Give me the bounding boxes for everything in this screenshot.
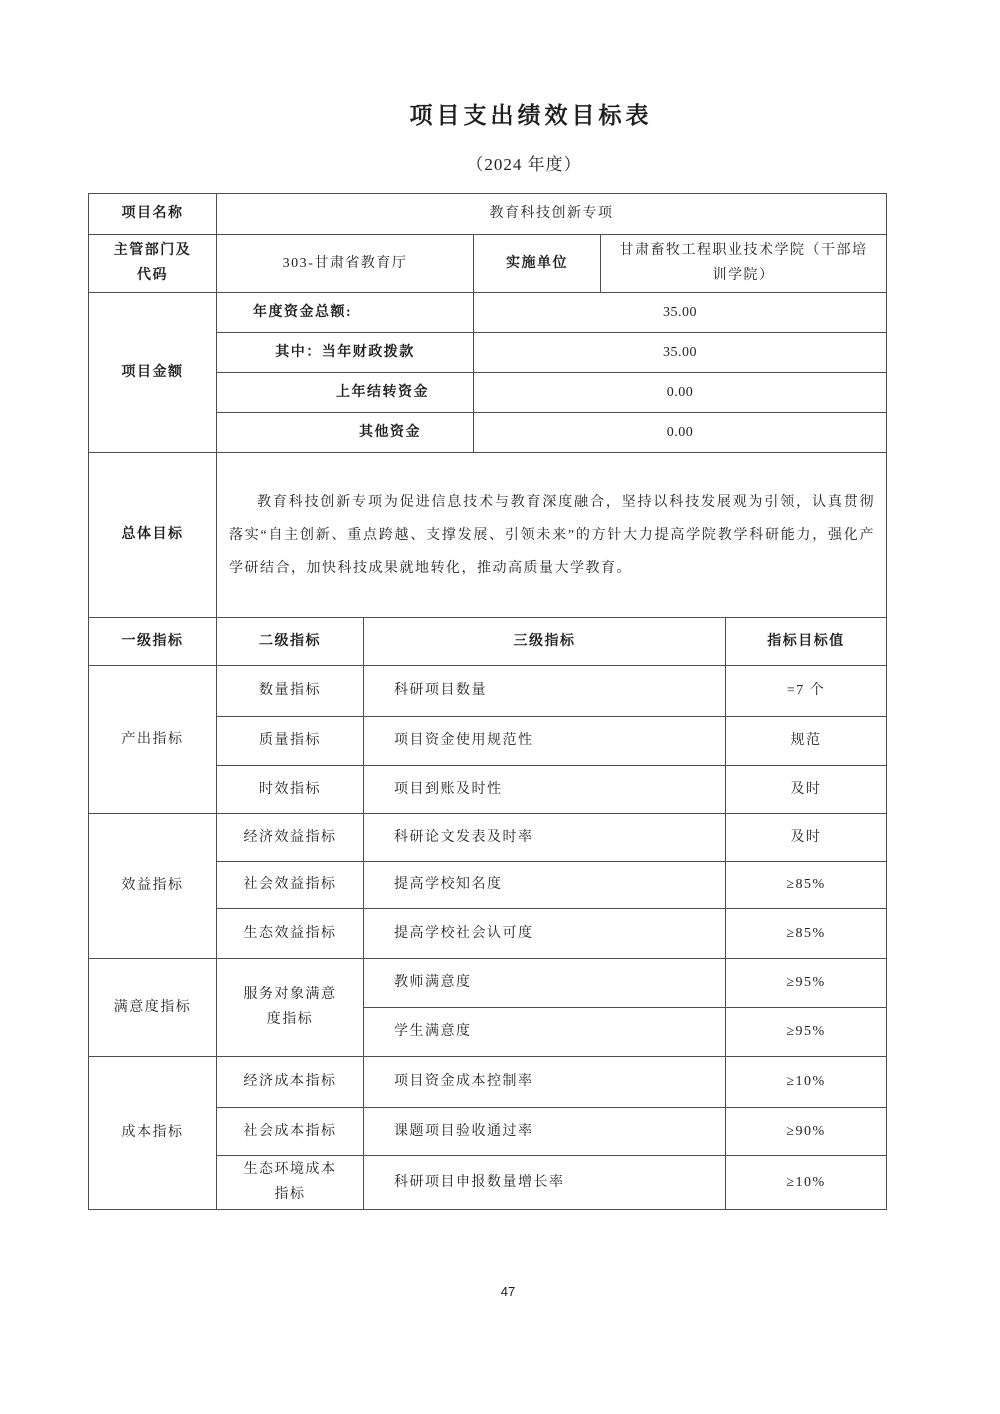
indicator-level3: 教师满意度	[364, 959, 726, 1008]
indicator-level2: 生态环境成本指标	[217, 1156, 364, 1210]
indicator-level2: 经济成本指标	[217, 1057, 364, 1108]
overall-goal-label: 总体目标	[89, 453, 217, 618]
indicator-level2: 质量指标	[217, 717, 364, 766]
impl-unit-label: 实施单位	[474, 235, 601, 293]
indicator-level3: 科研项目申报数量增长率	[364, 1156, 726, 1210]
project-name-value: 教育科技创新专项	[217, 194, 887, 235]
indicator-header-level1: 一级指标	[89, 618, 217, 666]
indicator-level2: 生态效益指标	[217, 909, 364, 959]
indicator-level3: 科研论文发表及时率	[364, 814, 726, 862]
indicator-target: ≥10%	[726, 1057, 887, 1108]
amount-row-value: 0.00	[474, 373, 887, 413]
indicator-level1: 满意度指标	[89, 959, 217, 1057]
indicator-header-level2: 二级指标	[217, 618, 364, 666]
project-name-label: 项目名称	[89, 194, 217, 235]
indicator-header-target: 指标目标值	[726, 618, 887, 666]
amount-row-label: 其中：当年财政拨款	[217, 333, 474, 373]
indicator-target: ≥95%	[726, 959, 887, 1008]
indicator-target: ≥90%	[726, 1108, 887, 1156]
indicator-target: ≥95%	[726, 1008, 887, 1057]
indicator-level2: 时效指标	[217, 766, 364, 814]
amount-row-label: 上年结转资金	[217, 373, 474, 413]
indicator-target: 及时	[726, 766, 887, 814]
amount-row-value: 35.00	[474, 293, 887, 333]
indicator-level1: 成本指标	[89, 1057, 217, 1210]
page-subtitle: （2024 年度）	[466, 154, 582, 174]
indicator-target: 规范	[726, 717, 887, 766]
indicator-level2: 经济效益指标	[217, 814, 364, 862]
overall-goal-text: 教育科技创新专项为促进信息技术与教育深度融合，坚持以科技发展观为引领，认真贯彻落实“自主创新、重点跨越、支撑发展、引领未来”的方针大力提高学院教学科研能力，强化产学研结合，加快科技成果就地转化，推动高质量大学教育。	[217, 453, 887, 618]
indicator-level2: 社会效益指标	[217, 862, 364, 909]
page-number: 47	[500, 1284, 516, 1299]
indicator-level3: 提高学校知名度	[364, 862, 726, 909]
indicator-target: =7 个	[726, 666, 887, 717]
indicator-level3: 项目资金成本控制率	[364, 1057, 726, 1108]
indicator-target: 及时	[726, 814, 887, 862]
indicator-level2: 数量指标	[217, 666, 364, 717]
indicator-level3: 提高学校社会认可度	[364, 909, 726, 959]
indicator-level3: 项目资金使用规范性	[364, 717, 726, 766]
indicator-level3: 项目到账及时性	[364, 766, 726, 814]
indicator-level3: 课题项目验收通过率	[364, 1108, 726, 1156]
indicator-level3: 科研项目数量	[364, 666, 726, 717]
indicator-level2: 服务对象满意度指标	[217, 959, 364, 1057]
indicator-target: ≥85%	[726, 909, 887, 959]
amount-row-value: 35.00	[474, 333, 887, 373]
amount-label: 项目金额	[89, 293, 217, 453]
indicator-level1: 效益指标	[89, 814, 217, 959]
page-title: 项目支出绩效目标表	[409, 103, 653, 128]
indicator-header-level3: 三级指标	[364, 618, 726, 666]
amount-row-value: 0.00	[474, 413, 887, 453]
dept-label: 主管部门及代码	[89, 235, 217, 293]
amount-row-label: 其他资金	[217, 413, 474, 453]
performance-target-table	[88, 193, 887, 1210]
indicator-level2: 社会成本指标	[217, 1108, 364, 1156]
indicator-level3: 学生满意度	[364, 1008, 726, 1057]
indicator-target: ≥10%	[726, 1156, 887, 1210]
indicator-target: ≥85%	[726, 862, 887, 909]
dept-value: 303-甘肃省教育厅	[217, 235, 474, 293]
indicator-level1: 产出指标	[89, 666, 217, 814]
amount-row-label: 年度资金总额:	[217, 293, 474, 333]
impl-unit-value: 甘肃畜牧工程职业技术学院（干部培训学院）	[601, 235, 887, 293]
